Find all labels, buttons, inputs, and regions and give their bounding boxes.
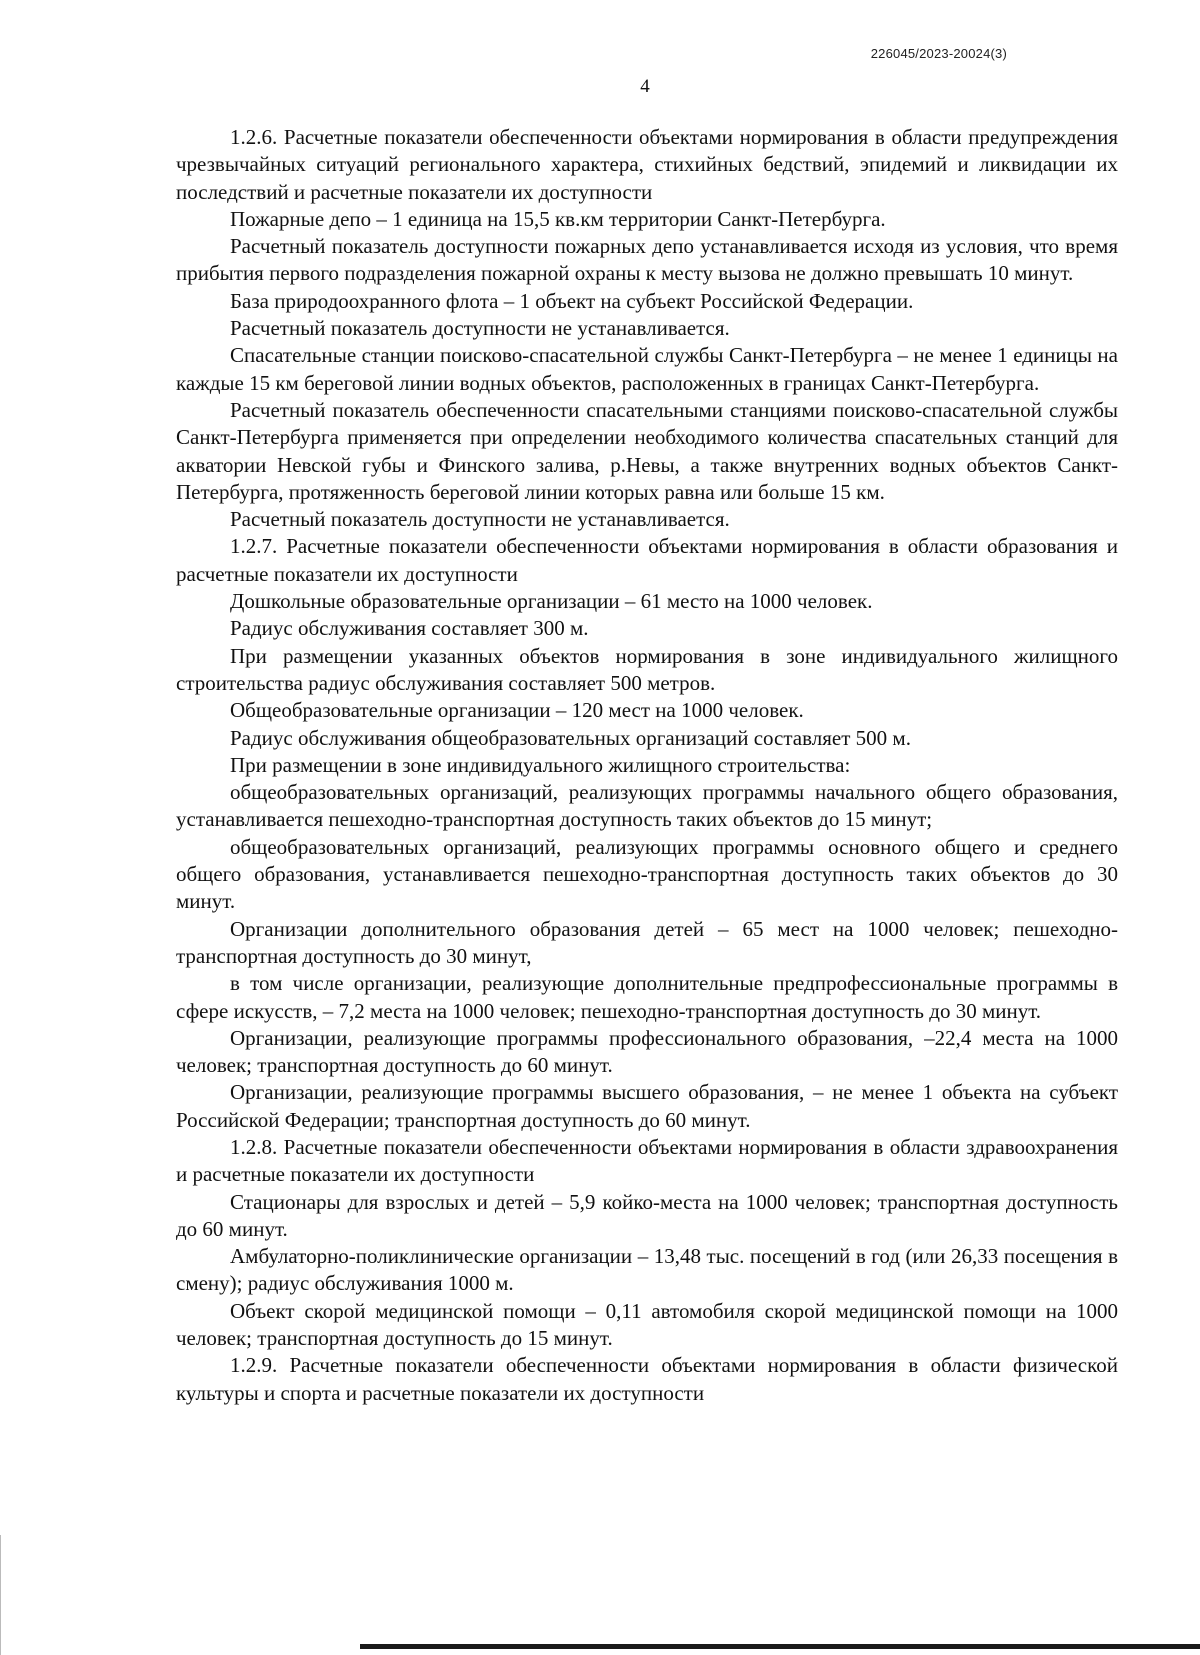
paragraph-environmental-fleet-base: База природоохранного флота – 1 объект на субъект Российской Федерации. (230, 288, 914, 313)
paragraph-outpatient-clinics: Амбулаторно-поликлинические организации – 13,48 тыс. посещений в год (или 26,33 посещения в смену); радиус обслуживания 1000 м. (176, 1244, 1118, 1296)
scan-border-line (360, 1644, 1200, 1649)
paragraph-professional-education: Организации, реализующие программы профессионального образования, –22,4 места на 1000 человек; транспортная доступность до 60 минут. (176, 1025, 1118, 1078)
paragraph-arts-programs: в том числе организации, реализующие дополнительные предпрофессиональные программы в сфере искусств, – 7,2 места на 1000 человек; пешеходно-транспортная доступность до 30 минут. (176, 971, 1118, 1023)
paragraph-hospitals: Стационары для взрослых и детей – 5,9 койко-места на 1000 человек; транспортная доступность до 60 минут. (176, 1189, 1118, 1241)
paragraph-general-education-organizations: Общеобразовательные организации – 120 мест на 1000 человек. (230, 698, 804, 723)
paragraph-service-radius: Радиус обслуживания составляет 300 м. (230, 616, 589, 641)
paragraph-rescue-stations: Спасательные станции поисково-спасательной службы Санкт-Петербурга – не менее 1 единицы на каждые 15 км береговой линии водных объектов, расположенных в границах Санкт-Петербурга. (176, 343, 1118, 395)
paragraph-general-education-radius: Радиус обслуживания общеобразовательных организаций составляет 500 м. (230, 725, 911, 750)
paragraph-rescue-stations-indicator: Расчетный показатель обеспеченности спасательными станциями поисково-спасательной службы Санкт-Петербурга применяется при определении необходимого количества спасательных станций для акватории Невской губы и Финского залива, р.Невы, а также внутренних водных объектов Санкт-Петербурга, протяженность береговой линии которых равна или больше 15 км. (176, 397, 1118, 504)
paragraph-accessibility-not-set: Расчетный показатель доступности не устанавливается. (230, 316, 730, 341)
paragraph-preschool-organizations: Дошкольные образовательные организации – 61 место на 1000 человек. (230, 589, 873, 614)
paragraph-additional-education: Организации дополнительного образования детей – 65 мест на 1000 человек; пешеходно-транспортная доступность до 30 минут, (176, 916, 1118, 968)
paragraph-accessibility-not-set: Расчетный показатель доступности не устанавливается. (230, 507, 730, 532)
scan-edge-mark (0, 1535, 1, 1655)
section-heading-1-2-8: 1.2.8. Расчетные показатели обеспеченности объектами нормирования в области здравоохранения и расчетные показатели их доступности (176, 1134, 1118, 1187)
section-heading-1-2-9: 1.2.9. Расчетные показатели обеспеченности объектами нормирования в области физической культуры и спорта и расчетные показатели их доступности (176, 1353, 1118, 1405)
document-registration-number: 226045/2023-20024(3) (870, 46, 1007, 61)
document-body (176, 124, 1118, 1407)
paragraph-ambulance: Объект скорой медицинской помощи – 0,11 автомобиля скорой медицинской помощи на 1000 человек; транспортная доступность до 15 минут. (176, 1298, 1118, 1351)
section-heading-1-2-7: 1.2.7. Расчетные показатели обеспеченности объектами нормирования в области образования и расчетные показатели их доступности (176, 534, 1118, 586)
paragraph-fire-depots: Пожарные депо – 1 единица на 15,5 кв.км территории Санкт-Петербурга. (230, 206, 886, 231)
section-heading-1-2-6: 1.2.6. Расчетные показатели обеспеченности объектами нормирования в области предупреждения чрезвычайных ситуаций регионального характера, стихийных бедствий, эпидемий и ликвидации их последствий и расчетные показатели их доступности (176, 125, 1118, 204)
paragraph-fire-depot-accessibility: Расчетный показатель доступности пожарных депо устанавливается исходя из условия, что время прибытия первого подразделения пожарной охраны к месту вызова не должно превышать 10 минут. (176, 234, 1118, 286)
paragraph-primary-education-accessibility: общеобразовательных организаций, реализующих программы начального общего образования, устанавливается пешеходно-транспортная доступность таких объектов до 15 минут; (176, 780, 1118, 832)
paragraph-higher-education: Организации, реализующие программы высшего образования, – не менее 1 объекта на субъект Российской Федерации; транспортная доступность до 60 минут. (176, 1080, 1118, 1132)
paragraph-individual-housing-placement: При размещении в зоне индивидуального жилищного строительства: (230, 752, 851, 777)
paragraph-individual-housing-radius: При размещении указанных объектов нормирования в зоне индивидуального жилищного строительства радиус обслуживания составляет 500 метров. (176, 643, 1118, 695)
paragraph-secondary-education-accessibility: общеобразовательных организаций, реализующих программы основного общего и среднего общего образования, устанавливается пешеходно-транспортная доступность таких объектов до 30 минут. (176, 834, 1118, 914)
page-number: 4 (640, 76, 650, 97)
